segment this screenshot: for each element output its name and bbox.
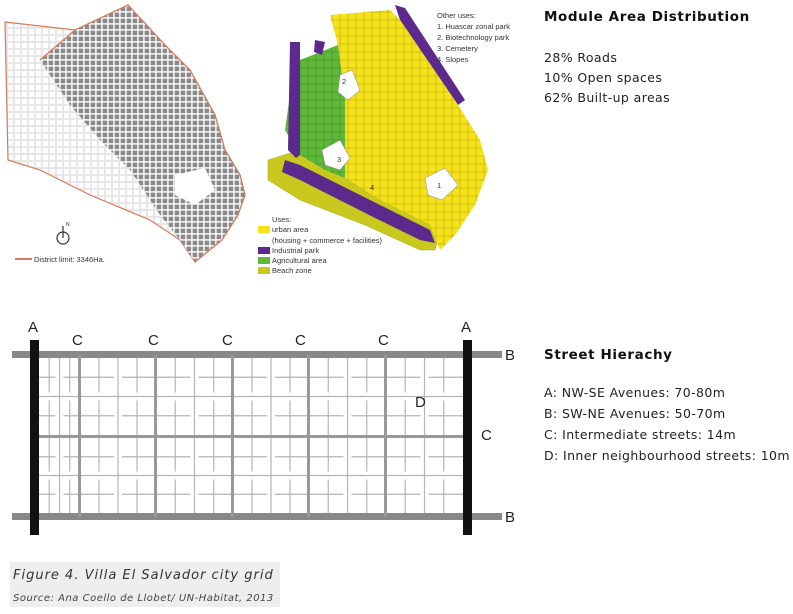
street-grid-diagram: [0, 300, 530, 545]
beach-zone-swatch: [258, 267, 270, 274]
label-c-2: C: [148, 332, 159, 349]
module-area-built-up: 62% Built-up areas: [544, 90, 671, 105]
figure-caption: [10, 562, 280, 585]
intermediate-street-3: [231, 355, 234, 517]
label-c-1: C: [72, 332, 83, 349]
zone-marker-3: 3: [337, 155, 342, 164]
label-a-right: A: [461, 319, 472, 336]
avenue-a-right: [463, 340, 472, 535]
street-hierarchy-title: Street Hierachy: [544, 347, 673, 363]
street-hierarchy-a: A: NW-SE Avenues: 70-80m: [544, 385, 726, 400]
label-c-right: C: [481, 427, 492, 444]
district-limit-legend: [15, 255, 105, 264]
uses-urban-area-detail: (housing + commerce + facilities): [272, 236, 383, 245]
uses-beach-zone: Beach zone: [272, 266, 312, 275]
figure-title: Figure 4. Villa El Salvador city grid: [13, 568, 274, 583]
zone-marker-1: 1: [437, 181, 442, 190]
label-a-left: A: [28, 319, 39, 336]
district-map-left: [5, 5, 245, 262]
intermediate-street-4: [307, 355, 310, 517]
north-arrow: [57, 222, 70, 244]
other-uses-legend: [437, 11, 510, 64]
street-hierarchy-c: C: Intermediate streets: 14m: [544, 427, 737, 442]
uses-agricultural-area: Agricultural area: [272, 256, 327, 265]
other-use-1: 1. Huascar zonal park: [437, 22, 510, 31]
label-b-top: B: [505, 347, 516, 364]
street-hierarchy-d: D: Inner neighbourhood streets: 10m: [544, 448, 790, 463]
uses-industrial-park: Industrial park: [272, 246, 320, 255]
uses-urban-area: urban area: [272, 225, 309, 234]
other-use-2: 2. Biotechnology park: [437, 33, 510, 42]
urban-area-swatch: [258, 226, 270, 233]
district-maps: [0, 0, 525, 290]
agricultural-swatch: [258, 257, 270, 264]
industrial-park-swatch: [258, 247, 270, 254]
street-hierarchy-b: B: SW-NE Avenues: 50-70m: [544, 406, 726, 421]
intermediate-street-5: [384, 355, 387, 517]
intermediate-street-2: [154, 355, 157, 517]
label-d: D: [415, 394, 426, 411]
north-symbol: N: [66, 222, 70, 228]
module-area-roads: 28% Roads: [544, 50, 618, 65]
module-area-title: Module Area Distribution: [544, 9, 750, 25]
label-c-4: C: [295, 332, 306, 349]
other-use-3: 3. Cemetery: [437, 44, 478, 53]
avenue-b-bottom: [12, 513, 502, 520]
other-use-4: 4. Slopes: [437, 55, 469, 64]
figure-source: Source: Ana Coello de Llobet/ UN-Habitat, 2013: [13, 593, 274, 604]
label-c-5: C: [378, 332, 389, 349]
intermediate-street-1: [78, 355, 81, 517]
uses-title: Uses:: [272, 215, 292, 224]
avenue-b-top: [12, 351, 502, 358]
intermediate-street-horizontal: [35, 435, 465, 438]
zone-marker-4: 4: [370, 183, 375, 192]
avenue-a-left: [30, 340, 39, 535]
other-uses-title: Other uses:: [437, 11, 476, 20]
label-c-3: C: [222, 332, 233, 349]
zone-marker-2: 2: [342, 77, 347, 86]
figure-source-box: [10, 585, 280, 607]
module-area-open-spaces: 10% Open spaces: [544, 70, 663, 85]
label-b-bottom: B: [505, 509, 516, 526]
district-limit-label: District limit: 3346Ha.: [34, 255, 105, 264]
